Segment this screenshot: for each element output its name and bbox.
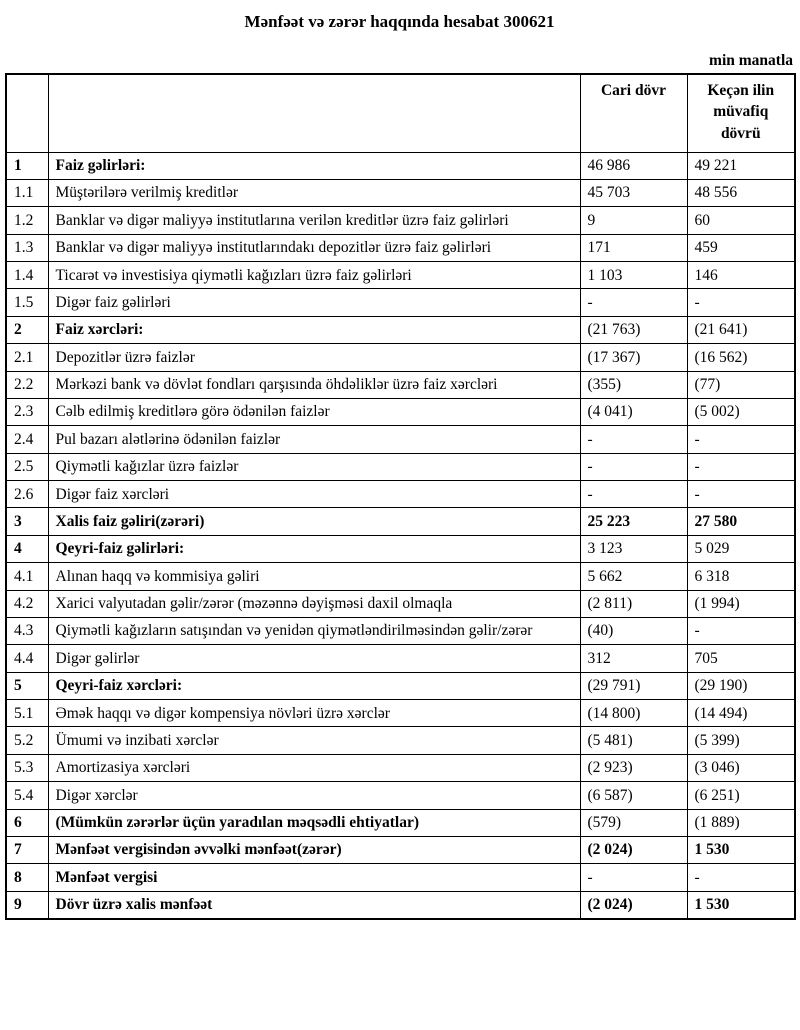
- row-label: Qiymətli kağızlar üzrə faizlər: [48, 453, 580, 480]
- row-current-value: 25 223: [580, 508, 687, 535]
- table-row: [6, 316, 795, 343]
- table-row: [6, 727, 795, 754]
- row-current-value: (14 800): [580, 700, 687, 727]
- row-label: Cəlb edilmiş kreditlərə görə ödənilən faizlər: [48, 398, 580, 425]
- table-row: [6, 371, 795, 398]
- table-row: [6, 700, 795, 727]
- row-previous-value: 27 580: [687, 508, 795, 535]
- table-row: [6, 398, 795, 425]
- row-previous-value: (21 641): [687, 316, 795, 343]
- row-label: Dövr üzrə xalis mənfəət: [48, 891, 580, 919]
- row-previous-value: 146: [687, 262, 795, 289]
- table-row: [6, 754, 795, 781]
- row-label: Digər xərclər: [48, 782, 580, 809]
- table-row: [6, 590, 795, 617]
- row-current-value: (17 367): [580, 344, 687, 371]
- row-current-value: (579): [580, 809, 687, 836]
- row-current-value: 312: [580, 645, 687, 672]
- row-label: Alınan haqq və kommisiya gəliri: [48, 563, 580, 590]
- table-row: [6, 782, 795, 809]
- unit-note: min manatla: [709, 52, 793, 69]
- profit-loss-table: [5, 73, 796, 920]
- row-current-value: -: [580, 864, 687, 891]
- row-label: Xarici valyutadan gəlir/zərər (məzənnə dəyişməsi daxil olmaqla: [48, 590, 580, 617]
- row-label: Xalis faiz gəliri(zərəri): [48, 508, 580, 535]
- row-label: Mənfəət vergisindən əvvəlki mənfəət(zərər): [48, 836, 580, 863]
- row-label: Faiz xərcləri:: [48, 316, 580, 343]
- row-previous-value: (14 494): [687, 700, 795, 727]
- row-label: Digər faiz xərcləri: [48, 481, 580, 508]
- row-label: Mərkəzi bank və dövlət fondları qarşısında öhdəliklər üzrə faiz xərcləri: [48, 371, 580, 398]
- row-current-value: 9: [580, 207, 687, 234]
- row-current-value: (2 811): [580, 590, 687, 617]
- row-previous-value: (6 251): [687, 782, 795, 809]
- table-row: [6, 262, 795, 289]
- table-row: [6, 891, 795, 919]
- row-previous-value: 48 556: [687, 179, 795, 206]
- row-number: 2.6: [6, 481, 48, 508]
- row-previous-value: (5 002): [687, 398, 795, 425]
- row-current-value: (4 041): [580, 398, 687, 425]
- row-current-value: (40): [580, 617, 687, 644]
- row-label: Müştərilərə verilmiş kreditlər: [48, 179, 580, 206]
- row-previous-value: (29 190): [687, 672, 795, 699]
- row-previous-value: (16 562): [687, 344, 795, 371]
- row-number: 4.1: [6, 563, 48, 590]
- row-number: 6: [6, 809, 48, 836]
- table-row: [6, 645, 795, 672]
- header-label: [48, 74, 580, 152]
- row-current-value: (2 024): [580, 836, 687, 863]
- row-number: 1: [6, 152, 48, 179]
- row-current-value: -: [580, 481, 687, 508]
- table-row: [6, 535, 795, 562]
- page-title: Mənfəət və zərər haqqında hesabat 300621: [244, 12, 555, 31]
- row-current-value: 46 986: [580, 152, 687, 179]
- row-number: 5.4: [6, 782, 48, 809]
- row-label: Qeyri-faiz xərcləri:: [48, 672, 580, 699]
- table-row: [6, 563, 795, 590]
- row-number: 1.2: [6, 207, 48, 234]
- table-row: [6, 207, 795, 234]
- row-current-value: -: [580, 426, 687, 453]
- row-label: Pul bazarı alətlərinə ödənilən faizlər: [48, 426, 580, 453]
- row-label: (Mümkün zərərlər üçün yaradılan məqsədli ehtiyatlar): [48, 809, 580, 836]
- row-number: 2.4: [6, 426, 48, 453]
- table-row: [6, 426, 795, 453]
- table-row: [6, 864, 795, 891]
- row-previous-value: -: [687, 864, 795, 891]
- row-previous-value: 49 221: [687, 152, 795, 179]
- table-row: [6, 179, 795, 206]
- table-row: [6, 481, 795, 508]
- row-label: Əmək haqqı və digər kompensiya növləri üzrə xərclər: [48, 700, 580, 727]
- row-label: Banklar və digər maliyyə institutlarındakı depozitlər üzrə faiz gəlirləri: [48, 234, 580, 261]
- row-previous-value: (77): [687, 371, 795, 398]
- row-number: 5.3: [6, 754, 48, 781]
- row-label: Ticarət və investisiya qiymətli kağızları üzrə faiz gəlirləri: [48, 262, 580, 289]
- row-label: Qeyri-faiz gəlirləri:: [48, 535, 580, 562]
- row-previous-value: (1 994): [687, 590, 795, 617]
- header-previous-period: Keçən ilin müvafiq dövrü: [687, 74, 795, 152]
- row-previous-value: 705: [687, 645, 795, 672]
- row-label: Digər faiz gəlirləri: [48, 289, 580, 316]
- table-row: [6, 289, 795, 316]
- row-current-value: (6 587): [580, 782, 687, 809]
- row-number: 8: [6, 864, 48, 891]
- row-current-value: (21 763): [580, 316, 687, 343]
- row-previous-value: 5 029: [687, 535, 795, 562]
- row-previous-value: -: [687, 481, 795, 508]
- table-row: [6, 453, 795, 480]
- row-number: 4.4: [6, 645, 48, 672]
- row-label: Ümumi və inzibati xərclər: [48, 727, 580, 754]
- row-previous-value: -: [687, 289, 795, 316]
- row-previous-value: (1 889): [687, 809, 795, 836]
- row-current-value: 171: [580, 234, 687, 261]
- row-previous-value: -: [687, 453, 795, 480]
- row-current-value: -: [580, 289, 687, 316]
- row-label: Depozitlər üzrə faizlər: [48, 344, 580, 371]
- row-label: Banklar və digər maliyyə institutlarına verilən kreditlər üzrə faiz gəlirləri: [48, 207, 580, 234]
- row-previous-value: 459: [687, 234, 795, 261]
- row-previous-value: -: [687, 426, 795, 453]
- row-number: 9: [6, 891, 48, 919]
- row-number: 4.3: [6, 617, 48, 644]
- row-previous-value: 1 530: [687, 836, 795, 863]
- row-number: 2.3: [6, 398, 48, 425]
- row-label: Digər gəlirlər: [48, 645, 580, 672]
- row-number: 1.5: [6, 289, 48, 316]
- row-current-value: -: [580, 453, 687, 480]
- row-current-value: 45 703: [580, 179, 687, 206]
- row-previous-value: -: [687, 617, 795, 644]
- row-number: 4.2: [6, 590, 48, 617]
- row-number: 5: [6, 672, 48, 699]
- row-number: 1.3: [6, 234, 48, 261]
- header-current-period: Cari dövr: [580, 74, 687, 152]
- table-row: [6, 617, 795, 644]
- row-previous-value: (5 399): [687, 727, 795, 754]
- row-current-value: (5 481): [580, 727, 687, 754]
- table-row: [6, 152, 795, 179]
- row-current-value: 1 103: [580, 262, 687, 289]
- row-number: 2.2: [6, 371, 48, 398]
- row-previous-value: (3 046): [687, 754, 795, 781]
- row-number: 4: [6, 535, 48, 562]
- header-row: [6, 74, 795, 152]
- row-number: 2: [6, 316, 48, 343]
- row-current-value: 5 662: [580, 563, 687, 590]
- table-row: [6, 836, 795, 863]
- row-current-value: (2 024): [580, 891, 687, 919]
- table-row: [6, 508, 795, 535]
- row-current-value: 3 123: [580, 535, 687, 562]
- row-current-value: (355): [580, 371, 687, 398]
- row-previous-value: 1 530: [687, 891, 795, 919]
- row-number: 1.1: [6, 179, 48, 206]
- row-label: Qiymətli kağızların satışından və yenidən qiymətləndirilməsindən gəlir/zərər: [48, 617, 580, 644]
- table-row: [6, 809, 795, 836]
- row-label: Amortizasiya xərcləri: [48, 754, 580, 781]
- table-row: [6, 234, 795, 261]
- table-row: [6, 344, 795, 371]
- row-label: Faiz gəlirləri:: [48, 152, 580, 179]
- row-number: 3: [6, 508, 48, 535]
- row-current-value: (2 923): [580, 754, 687, 781]
- row-previous-value: 60: [687, 207, 795, 234]
- row-number: 2.5: [6, 453, 48, 480]
- row-label: Mənfəət vergisi: [48, 864, 580, 891]
- row-number: 7: [6, 836, 48, 863]
- row-number: 5.2: [6, 727, 48, 754]
- row-previous-value: 6 318: [687, 563, 795, 590]
- row-number: 2.1: [6, 344, 48, 371]
- row-number: 1.4: [6, 262, 48, 289]
- table-row: [6, 672, 795, 699]
- row-number: 5.1: [6, 700, 48, 727]
- row-current-value: (29 791): [580, 672, 687, 699]
- header-num: [6, 74, 48, 152]
